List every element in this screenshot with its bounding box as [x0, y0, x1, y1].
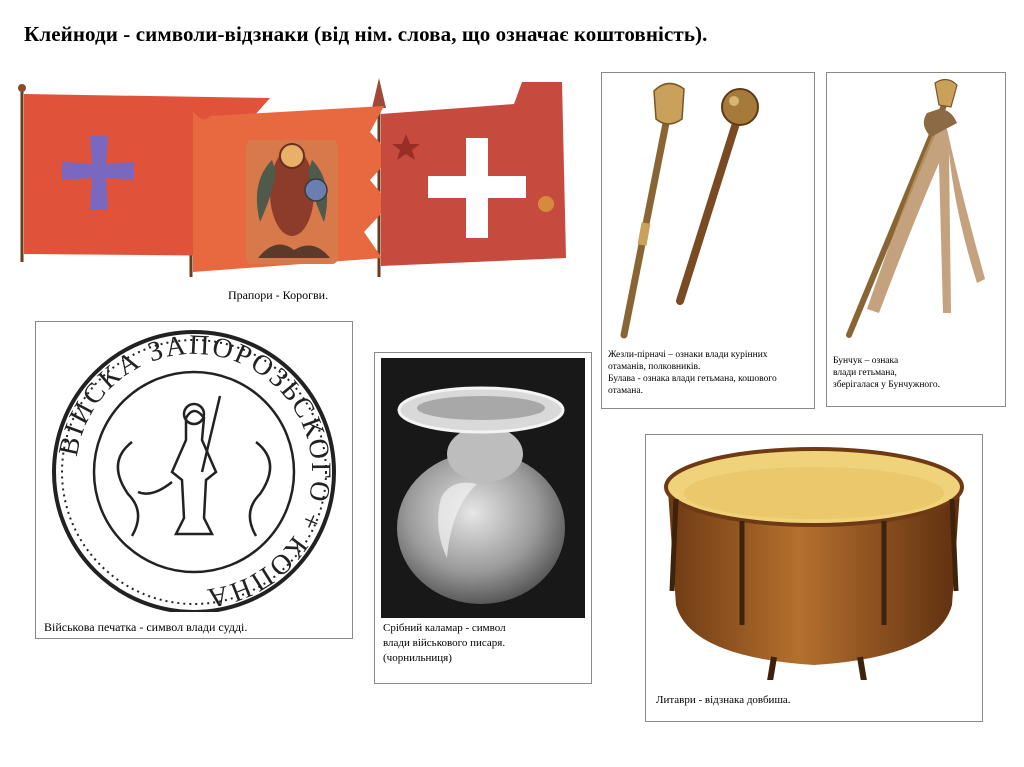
bunchuk-caption-line-1: Бунчук – ознака	[833, 356, 899, 366]
white-cross-horizontal	[428, 176, 526, 198]
bunchuk-horsetail	[867, 129, 985, 313]
maces-caption-line-4: отамана.	[608, 386, 643, 396]
seal-ornament-right	[250, 442, 270, 536]
archangel-halo	[280, 144, 304, 168]
bunchuk-panel	[826, 72, 1006, 407]
maces-panel	[601, 72, 815, 409]
seal-caption: Військова печатка - символ влади судді.	[44, 620, 248, 634]
inkwell-caption-line-1: Срібний каламар - символ	[383, 622, 506, 634]
inkwell-caption-line-3: (чорнильниця)	[383, 652, 452, 664]
flags-panel	[14, 72, 574, 312]
maces-caption-line-1: Жезли-пірначі – ознаки влади курінних	[608, 350, 768, 360]
inkwell-caption-line-2: влади військового писаря.	[383, 637, 506, 649]
seal-panel	[35, 321, 353, 639]
bunchuk-caption-line-3: зберігалася у Бунчужного.	[833, 380, 940, 390]
flags-caption: Прапори - Корогви.	[228, 288, 329, 302]
drum-foot-left	[770, 657, 774, 680]
maces-illustration	[602, 73, 814, 343]
archangel-shield	[305, 179, 327, 201]
pernach-head-icon	[654, 83, 684, 124]
inkwell-photo	[381, 358, 585, 618]
page-title: Клейноди - символи-відзнаки (від нім. слова, що означає коштовність).	[24, 22, 708, 46]
sun-icon	[538, 196, 554, 212]
drum-head-shade	[684, 467, 944, 519]
bunchuk-finial-icon	[935, 79, 957, 107]
bunchuk-caption	[833, 355, 1003, 391]
inkwell-panel	[374, 352, 592, 684]
bunchuk-caption-line-2: влади гетьмана,	[833, 368, 897, 378]
seal-inner-ring	[94, 372, 294, 572]
bulava-shaft	[680, 117, 738, 301]
bunchuk-illustration	[827, 73, 1005, 343]
bunchuk-pole	[849, 103, 945, 335]
seal-ornament-left	[118, 442, 138, 536]
drum-panel	[645, 434, 983, 722]
flag-pole-1-tip	[18, 84, 26, 92]
maces-caption-line-3: Булава - ознака влади гетьмана, кошового	[608, 374, 777, 384]
maces-caption	[608, 349, 812, 397]
inkwell-caption	[383, 621, 587, 666]
bulava-head-icon	[722, 89, 758, 125]
bulava-highlight	[729, 96, 739, 106]
pernach-shaft-band	[642, 223, 646, 245]
flag-pole-3-finial	[372, 78, 386, 108]
drum-illustration	[646, 435, 982, 680]
seal-inscription: ВІИСКА ЗАПОРОЗЬСКОГО + КОПНА	[53, 329, 337, 612]
drum-caption: Литаври - відзнака довбиша.	[656, 694, 791, 706]
seal-illustration	[36, 322, 352, 612]
cossack-figure-icon	[172, 411, 216, 534]
inkwell-opening	[417, 396, 545, 420]
maces-caption-line-2: отаманів, полковників.	[608, 362, 701, 372]
cossack-saber	[138, 482, 172, 494]
drum-foot-right	[860, 657, 864, 680]
inkwell-neck	[447, 426, 523, 482]
flags-illustration	[14, 72, 574, 277]
